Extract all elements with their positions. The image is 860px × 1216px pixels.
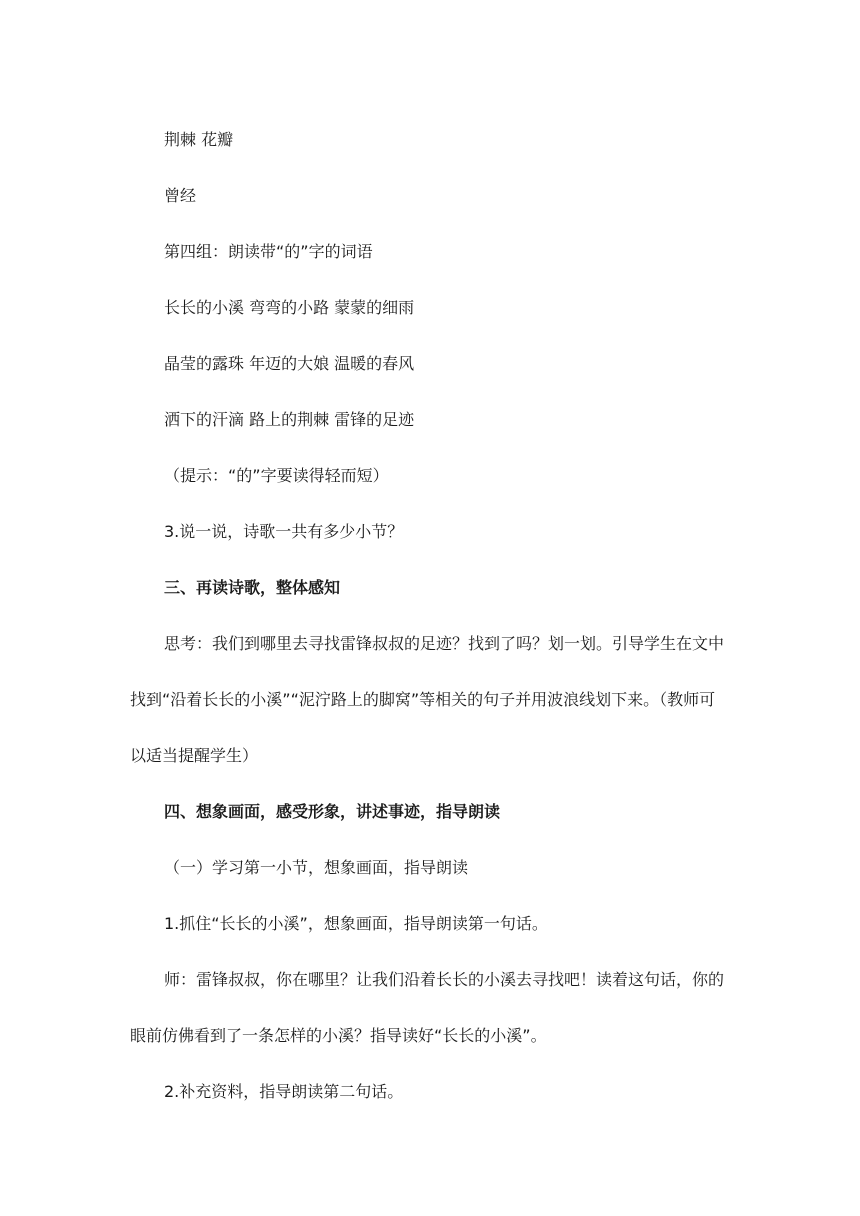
- group-four-heading: 第四组：朗读带“的”字的词语: [164, 242, 373, 261]
- vocab-line-once: 曾经: [164, 186, 197, 205]
- step-two-line: 2.补充资料，指导朗读第二句话。: [164, 1082, 404, 1101]
- subsection-one-heading: （一）学习第一小节，想象画面，指导朗读: [164, 858, 469, 877]
- section-three-heading: 三、再读诗歌，整体感知: [164, 578, 341, 597]
- section-four-heading: 四、想象画面，感受形象，讲述事迹，指导朗读: [164, 802, 501, 821]
- teacher-paragraph: 师：雷锋叔叔，你在哪里？让我们沿着长长的小溪去寻找吧！读着这句话，你的眼前仿佛看到了一条怎样的小溪？指导读好“长长的小溪”。: [130, 970, 725, 1045]
- step-one-line: 1.抓住“长长的小溪”，想象画面，指导朗读第一句话。: [164, 914, 548, 933]
- document-body: [130, 112, 730, 1120]
- question-stanza-count: 3.说一说，诗歌一共有多少小节？: [164, 522, 404, 541]
- phrase-line-1: 长长的小溪 弯弯的小路 蒙蒙的细雨: [164, 298, 415, 317]
- thinking-paragraph: 思考：我们到哪里去寻找雷锋叔叔的足迹？找到了吗？划一划。引导学生在文中找到“沿着长长的小溪”“泥泞路上的脚窝”等相关的句子并用波浪线划下来。（教师可以适当提醒学生）: [130, 634, 725, 765]
- phrase-line-2: 晶莹的露珠 年迈的大娘 温暖的春风: [164, 354, 415, 373]
- reading-hint: （提示：“的”字要读得轻而短）: [164, 466, 389, 485]
- vocab-line-thorns-petals: 荆棘 花瓣: [164, 130, 234, 149]
- phrase-line-3: 洒下的汗滴 路上的荆棘 雷锋的足迹: [164, 410, 415, 429]
